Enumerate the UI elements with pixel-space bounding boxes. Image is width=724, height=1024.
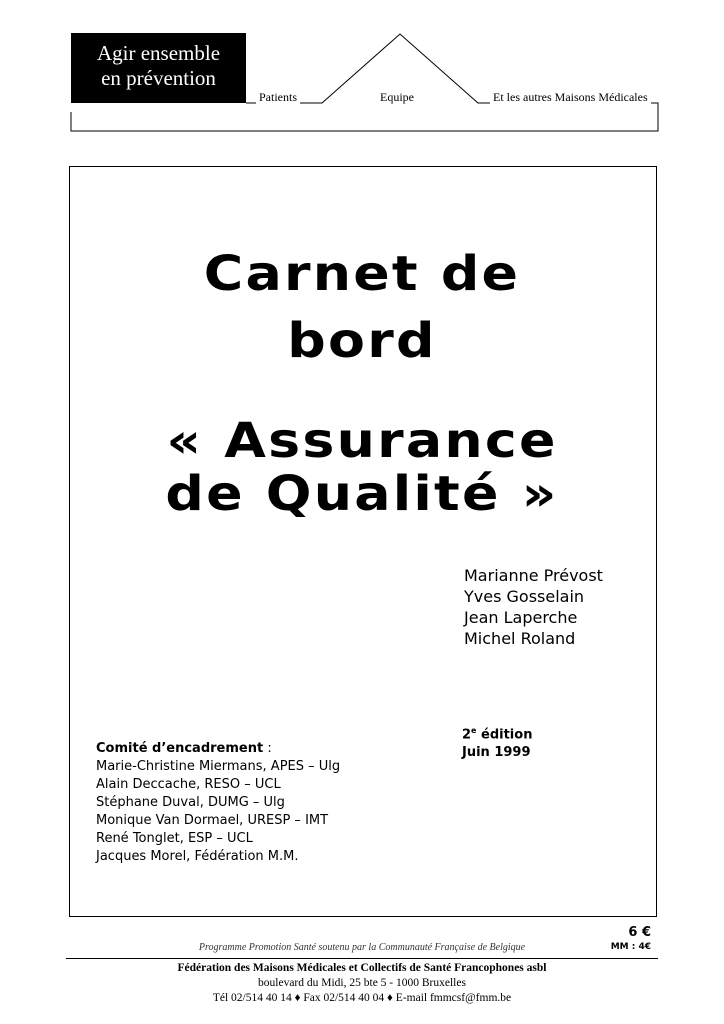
edition-info	[462, 722, 532, 762]
author: Yves Gosselain	[464, 587, 585, 606]
header-label-equipe: Equipe	[377, 90, 417, 105]
subtitle-line-1: « Assurance	[166, 413, 558, 469]
price-mm: MM : 4€	[610, 942, 651, 952]
edition-date: Juin 1999	[462, 745, 531, 761]
brand-line-1: Agir ensemble	[96, 41, 221, 65]
committee-member: Stéphane Duval, DUMG – Ulg	[96, 795, 285, 810]
committee-member: Jacques Morel, Fédération M.M.	[96, 849, 299, 864]
committee-member: Marie-Christine Miermans, APES – Ulg	[96, 759, 341, 774]
committee-member: Alain Deccache, RESO – UCL	[96, 777, 281, 792]
title-line-2: bord	[287, 313, 437, 369]
footer-program-note: Programme Promotion Santé soutenu par la Communauté Française de Belgique	[198, 942, 526, 953]
header-label-others: Et les autres Maisons Médicales	[490, 90, 651, 105]
house-roof-diagram	[0, 0, 724, 140]
author: Jean Laperche	[464, 608, 578, 627]
authors-list	[464, 565, 603, 649]
footer-address: boulevard du Midi, 25 bte 5 - 1000 Bruxelles	[258, 977, 466, 989]
price-main: 6 €	[628, 925, 651, 940]
footer-contact: Tél 02/514 40 14 ♦ Fax 02/514 40 04 ♦ E-mail fmmcsf@fmm.be	[212, 992, 512, 1004]
edition-number: 2e édition	[462, 726, 533, 743]
title-line-1: Carnet de	[203, 246, 521, 302]
author: Michel Roland	[464, 629, 576, 648]
committee-heading: Comité d’encadrement :	[96, 741, 272, 756]
subtitle-line-2: de Qualité »	[165, 466, 559, 522]
committee-member: René Tonglet, ESP – UCL	[96, 831, 253, 846]
footer-divider	[66, 958, 658, 959]
header-label-patients: Patients	[256, 90, 300, 105]
committee-block	[96, 740, 340, 866]
author: Marianne Prévost	[464, 566, 603, 585]
footer-organization: Fédération des Maisons Médicales et Collectifs de Santé Francophones asbl	[177, 962, 547, 974]
brand-line-2: en prévention	[101, 66, 216, 90]
committee-member: Monique Van Dormael, URESP – IMT	[96, 813, 329, 828]
